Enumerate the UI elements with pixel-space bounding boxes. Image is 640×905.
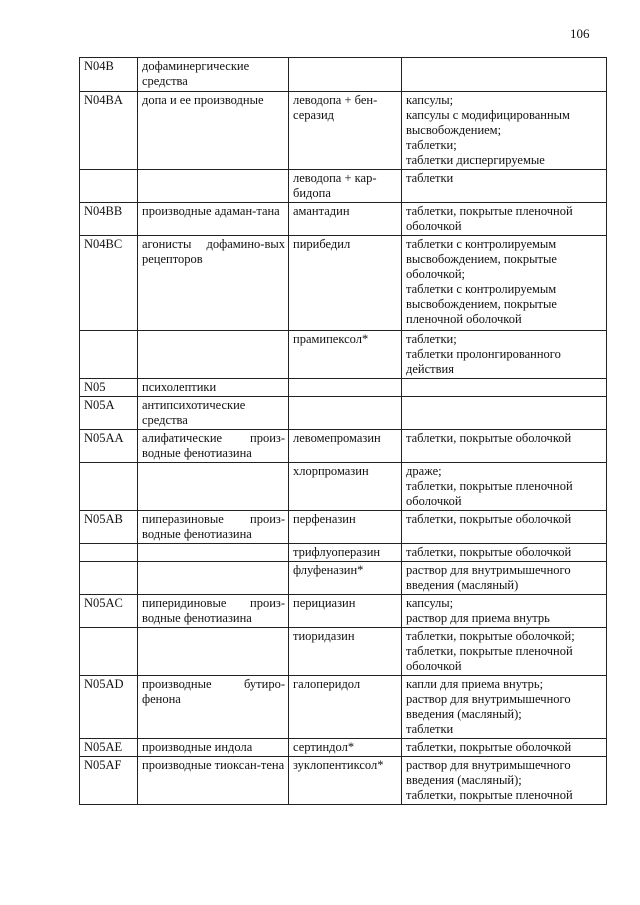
dosage-form-cell xyxy=(402,236,607,331)
dosage-form-cell xyxy=(402,511,607,544)
group-name-cell: пиперидиновые произ-водные фенотиазина xyxy=(138,595,289,628)
table-row xyxy=(80,170,607,203)
drug-table-body xyxy=(80,58,607,805)
dosage-form-line: таблетки, покрытые пленочной оболочкой xyxy=(406,479,573,508)
group-name-cell: производные бутиро-фенона xyxy=(138,676,289,739)
dosage-form-cell xyxy=(402,331,607,379)
dosage-form-cell xyxy=(402,757,607,805)
atc-code-cell: N05AE xyxy=(80,739,138,757)
substance-cell xyxy=(289,379,402,397)
substance-cell: амантадин xyxy=(289,203,402,236)
group-name-cell: психолептики xyxy=(138,379,289,397)
dosage-form-cell xyxy=(402,170,607,203)
table-row xyxy=(80,544,607,562)
atc-code-cell xyxy=(80,562,138,595)
table-row xyxy=(80,397,607,430)
substance-cell: галоперидол xyxy=(289,676,402,739)
group-name-cell: дофаминергические средства xyxy=(138,58,289,92)
atc-code-cell: N04BC xyxy=(80,236,138,331)
atc-code-cell: N05AF xyxy=(80,757,138,805)
dosage-form-cell xyxy=(402,58,607,92)
dosage-form-line: капсулы; xyxy=(406,596,454,610)
table-row xyxy=(80,430,607,463)
atc-code-cell: N05AA xyxy=(80,430,138,463)
substance-cell xyxy=(289,397,402,430)
dosage-form-line: таблетки; xyxy=(406,332,457,346)
dosage-form-cell xyxy=(402,92,607,170)
dosage-form-line: капли для приема внутрь; xyxy=(406,677,544,691)
dosage-form-cell xyxy=(402,595,607,628)
dosage-form-cell xyxy=(402,379,607,397)
atc-code-cell: N05AC xyxy=(80,595,138,628)
dosage-form-cell xyxy=(402,430,607,463)
atc-code-cell: N04B xyxy=(80,58,138,92)
substance-cell: трифлуоперазин xyxy=(289,544,402,562)
substance-cell xyxy=(289,58,402,92)
dosage-form-line: таблетки, покрытые пленочной оболочкой xyxy=(406,204,573,233)
atc-code-cell xyxy=(80,331,138,379)
dosage-form-line: таблетки диспергируемые xyxy=(406,153,545,167)
dosage-form-line: таблетки, покрытые пленочной xyxy=(406,788,573,802)
atc-code-cell xyxy=(80,544,138,562)
substance-cell: пирибедил xyxy=(289,236,402,331)
group-name-cell: производные индола xyxy=(138,739,289,757)
group-name-cell xyxy=(138,628,289,676)
table-row xyxy=(80,676,607,739)
dosage-form-cell xyxy=(402,628,607,676)
dosage-form-cell xyxy=(402,463,607,511)
atc-code-cell: N04BB xyxy=(80,203,138,236)
substance-cell: хлорпромазин xyxy=(289,463,402,511)
dosage-form-line: таблетки; xyxy=(406,138,457,152)
dosage-form-line: таблетки с контролируемым высвобождением, покрытые оболочкой; xyxy=(406,237,557,281)
substance-cell: тиоридазин xyxy=(289,628,402,676)
dosage-form-line: раствор для внутримышечного введения (масляный); xyxy=(406,692,571,721)
group-name-cell xyxy=(138,463,289,511)
dosage-form-line: таблетки, покрытые оболочкой xyxy=(406,512,572,526)
dosage-form-line: таблетки xyxy=(406,171,454,185)
table-row xyxy=(80,203,607,236)
substance-cell: левомепромазин xyxy=(289,430,402,463)
group-name-cell: допа и ее производные xyxy=(138,92,289,170)
atc-code-cell: N05 xyxy=(80,379,138,397)
group-name-cell: агонисты дофамино-вых рецепторов xyxy=(138,236,289,331)
dosage-form-cell xyxy=(402,397,607,430)
table-row xyxy=(80,739,607,757)
atc-code-cell xyxy=(80,628,138,676)
drug-table xyxy=(79,57,607,805)
group-name-cell xyxy=(138,562,289,595)
table-row xyxy=(80,628,607,676)
atc-code-cell: N05A xyxy=(80,397,138,430)
atc-code-cell: N05AD xyxy=(80,676,138,739)
substance-cell: леводопа + кар-бидопа xyxy=(289,170,402,203)
dosage-form-line: раствор для внутримышечного введения (масляный) xyxy=(406,563,571,592)
dosage-form-line: таблетки, покрытые оболочкой xyxy=(406,431,572,445)
substance-cell: флуфеназин* xyxy=(289,562,402,595)
group-name-cell: пиперазиновые произ-водные фенотиазина xyxy=(138,511,289,544)
dosage-form-line: таблетки с контролируемым высвобождением, покрытые пленочной оболочкой xyxy=(406,282,557,326)
dosage-form-line: капсулы; xyxy=(406,93,454,107)
table-row xyxy=(80,236,607,331)
dosage-form-line: таблетки, покрытые оболочкой xyxy=(406,545,572,559)
substance-cell: сертиндол* xyxy=(289,739,402,757)
atc-code-cell xyxy=(80,463,138,511)
table-row xyxy=(80,562,607,595)
group-name-cell xyxy=(138,331,289,379)
table-row xyxy=(80,379,607,397)
dosage-form-cell xyxy=(402,544,607,562)
atc-code-cell: N04BA xyxy=(80,92,138,170)
dosage-form-line: таблетки xyxy=(406,722,454,736)
substance-cell: зуклопентиксол* xyxy=(289,757,402,805)
substance-cell: перфеназин xyxy=(289,511,402,544)
atc-code-cell: N05AB xyxy=(80,511,138,544)
substance-cell: перициазин xyxy=(289,595,402,628)
dosage-form-line: таблетки, покрытые оболочкой; xyxy=(406,629,575,643)
substance-cell: леводопа + бен-серазид xyxy=(289,92,402,170)
atc-code-cell xyxy=(80,170,138,203)
substance-cell: прамипексол* xyxy=(289,331,402,379)
table-row xyxy=(80,511,607,544)
dosage-form-cell xyxy=(402,562,607,595)
group-name-cell: производные адаман-тана xyxy=(138,203,289,236)
page-number: 106 xyxy=(570,26,590,41)
table-row xyxy=(80,757,607,805)
dosage-form-line: таблетки пролонгированного действия xyxy=(406,347,561,376)
table-row xyxy=(80,331,607,379)
group-name-cell xyxy=(138,544,289,562)
dosage-form-cell xyxy=(402,676,607,739)
dosage-form-line: таблетки, покрытые оболочкой xyxy=(406,740,572,754)
dosage-form-cell xyxy=(402,203,607,236)
table-row xyxy=(80,595,607,628)
table-row xyxy=(80,463,607,511)
group-name-cell: алифатические произ-водные фенотиазина xyxy=(138,430,289,463)
group-name-cell: антипсихотические средства xyxy=(138,397,289,430)
table-row xyxy=(80,92,607,170)
dosage-form-line: капсулы с модифицированным высвобождением; xyxy=(406,108,570,137)
table-row xyxy=(80,58,607,92)
dosage-form-line: раствор для внутримышечного введения (масляный); xyxy=(406,758,571,787)
dosage-form-line: раствор для приема внутрь xyxy=(406,611,550,625)
group-name-cell xyxy=(138,170,289,203)
group-name-cell: производные тиоксан-тена xyxy=(138,757,289,805)
dosage-form-line: драже; xyxy=(406,464,442,478)
dosage-form-line: таблетки, покрытые пленочной оболочкой xyxy=(406,644,573,673)
dosage-form-cell xyxy=(402,739,607,757)
